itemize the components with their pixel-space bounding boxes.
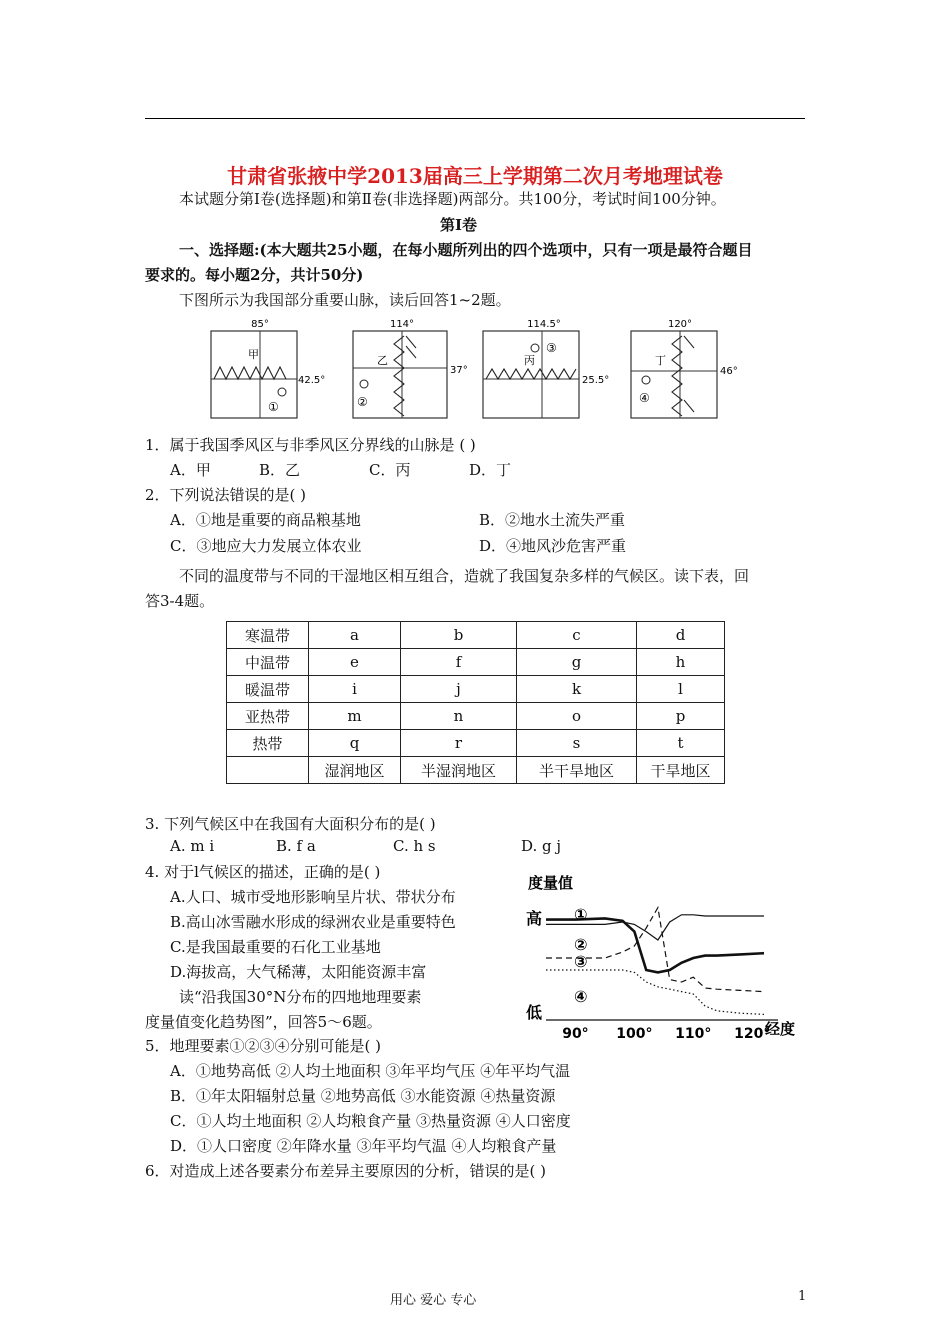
q4-option-a: A.人口、城市受地形影响呈片状、带状分布: [170, 888, 456, 906]
table-cell: k: [517, 676, 637, 703]
table-intro-line1: 不同的温度带与不同的干湿地区相互组合，造就了我国复杂多样的气候区。读下表，回: [179, 567, 750, 585]
climate-table: [226, 621, 725, 784]
table-cell: l: [637, 676, 725, 703]
q2-option-c: C．③地应大力发展立体农业: [170, 537, 362, 555]
place-label: ③: [546, 341, 557, 355]
x-tick-label: 110°: [675, 1026, 712, 1042]
chart-xlabel: 经度: [765, 1020, 796, 1038]
mountain-map-2: [342, 316, 472, 422]
series-label: ④: [574, 987, 588, 1006]
map-longitude: 120°: [667, 319, 693, 330]
table-row: [227, 676, 725, 703]
moisture-zone: 半干旱地区: [517, 757, 637, 784]
q2-option-b: B．②地水土流失严重: [479, 511, 626, 529]
q4-option-b: B.高山冰雪融水形成的绿洲农业是重要特色: [170, 913, 456, 931]
table-cell: m: [309, 703, 401, 730]
trend-chart: [518, 868, 808, 1048]
table-cell: e: [309, 649, 401, 676]
series-label: ②: [574, 935, 588, 954]
table-cell: g: [517, 649, 637, 676]
header-rule: [145, 118, 805, 119]
moisture-zone: 半湿润地区: [401, 757, 517, 784]
part-heading: 第Ⅰ卷: [440, 216, 478, 234]
temperature-zone: 亚热带: [227, 703, 309, 730]
question-2: 2．下列说法错误的是( ): [145, 486, 307, 504]
moisture-zone: 干旱地区: [637, 757, 725, 784]
q2-option-a: A．①地是重要的商品粮基地: [170, 511, 361, 529]
question-4: 4. 对于l气候区的描述，正确的是( ): [145, 863, 381, 881]
map-longitude: 114.5°: [527, 319, 561, 330]
place-label: ②: [357, 395, 368, 409]
map-latitude: 42.5°: [298, 375, 326, 386]
temperature-zone: 暖温带: [227, 676, 309, 703]
footer-motto: 用心 爱心 专心: [390, 1293, 477, 1308]
q1-option-b: B．乙: [259, 461, 301, 479]
table-cell: d: [637, 622, 725, 649]
table-cell: p: [637, 703, 725, 730]
map-latitude: 37°: [450, 365, 468, 376]
graph-intro-line2: 度量值变化趋势图”，回答5～6题。: [145, 1013, 382, 1031]
q1-option-c: C．丙: [369, 461, 411, 479]
question-3: 3. 下列气候区中在我国有大面积分布的是( ): [145, 815, 436, 833]
q3-option-a: A. m i: [170, 837, 215, 855]
section-heading-line2: 要求的。每小题2分，共计50分): [145, 266, 364, 284]
x-tick-label: 100°: [616, 1026, 653, 1042]
q5-option-b: B．①年太阳辐射总量 ②地势高低 ③水能资源 ④热量资源: [170, 1087, 556, 1105]
table-cell: a: [309, 622, 401, 649]
map-intro: 下图所示为我国部分重要山脉，读后回答1~2题。: [179, 291, 511, 309]
table-row: [227, 622, 725, 649]
q5-option-d: D．①人口密度 ②年降水量 ③年平均气温 ④人均粮食产量: [170, 1137, 557, 1155]
q2-option-d: D．④地风沙危害严重: [479, 537, 627, 555]
mountain-label: 甲: [248, 348, 259, 361]
temperature-zone: 中温带: [227, 649, 309, 676]
temperature-zone: 热带: [227, 730, 309, 757]
intro-text: 本试题分第Ⅰ卷(选择题)和第Ⅱ卷(非选择题)两部分。共100分，考试时间100分钟。: [179, 190, 726, 208]
section-heading-line1: 一、选择题:(本大题共25小题，在每小题所列出的四个选项中，只有一项是最符合题目: [179, 241, 753, 259]
q5-option-a: A．①地势高低 ②人均土地面积 ③年平均气压 ④年平均气温: [170, 1062, 571, 1080]
table-cell: t: [637, 730, 725, 757]
mountain-map-4: [620, 316, 750, 422]
table-cell: r: [401, 730, 517, 757]
graph-intro-line1: 读“沿我国30°N分布的四地地理要素: [179, 988, 422, 1006]
x-tick-label: 120°: [734, 1026, 771, 1042]
series-label: ③: [574, 952, 588, 971]
table-cell: s: [517, 730, 637, 757]
temperature-zone: 寒温带: [227, 622, 309, 649]
page-title: 甘肃省张掖中学2013届高三上学期第二次月考地理试卷: [227, 164, 723, 188]
table-cell: q: [309, 730, 401, 757]
map-longitude: 114°: [389, 319, 415, 330]
q3-option-c: C. h s: [393, 837, 436, 855]
place-label: ④: [639, 391, 650, 405]
q4-option-d: D.海拔高，大气稀薄，太阳能资源丰富: [170, 963, 427, 981]
table-cell: b: [401, 622, 517, 649]
chart-ylabel: 度量值: [528, 874, 574, 892]
map-latitude: 25.5°: [582, 375, 610, 386]
table-intro-line2: 答3-4题。: [145, 592, 215, 610]
q3-option-d: D. g j: [521, 837, 562, 855]
table-cell: j: [401, 676, 517, 703]
y-tick-high: 高: [526, 909, 543, 928]
question-1: 1．属于我国季风区与非季风区分界线的山脉是 ( ): [145, 436, 476, 454]
q1-option-d: D．丁: [469, 461, 512, 479]
table-cell: n: [401, 703, 517, 730]
place-label: ①: [268, 400, 279, 414]
q4-option-c: C.是我国最重要的石化工业基地: [170, 938, 381, 956]
q5-option-c: C．①人均土地面积 ②人均粮食产量 ③热量资源 ④人口密度: [170, 1112, 571, 1130]
moisture-zone: 湿润地区: [309, 757, 401, 784]
table-row: [227, 649, 725, 676]
page-number: 1: [798, 1289, 807, 1304]
q3-option-b: B. f a: [276, 837, 316, 855]
map-longitude: 85°: [251, 319, 269, 330]
table-row: [227, 757, 725, 784]
mountain-map-1: [200, 316, 326, 422]
series-label: ①: [574, 905, 588, 924]
table-row: [227, 703, 725, 730]
table-cell: c: [517, 622, 637, 649]
map-latitude: 46°: [720, 366, 738, 377]
table-cell: h: [637, 649, 725, 676]
q1-option-a: A．甲: [170, 461, 211, 479]
mountain-map-3: [472, 316, 622, 422]
table-row: [227, 730, 725, 757]
table-cell-empty: [227, 757, 309, 784]
mountain-label: 丙: [524, 354, 535, 367]
mountain-label: 乙: [377, 354, 388, 367]
y-tick-low: 低: [526, 1003, 543, 1022]
mountain-label: 丁: [655, 354, 666, 367]
table-cell: o: [517, 703, 637, 730]
table-cell: f: [401, 649, 517, 676]
question-5: 5．地理要素①②③④分别可能是( ): [145, 1037, 382, 1055]
table-cell: i: [309, 676, 401, 703]
x-tick-label: 90°: [562, 1026, 589, 1042]
question-6: 6．对造成上述各要素分布差异主要原因的分析，错误的是( ): [145, 1162, 547, 1180]
